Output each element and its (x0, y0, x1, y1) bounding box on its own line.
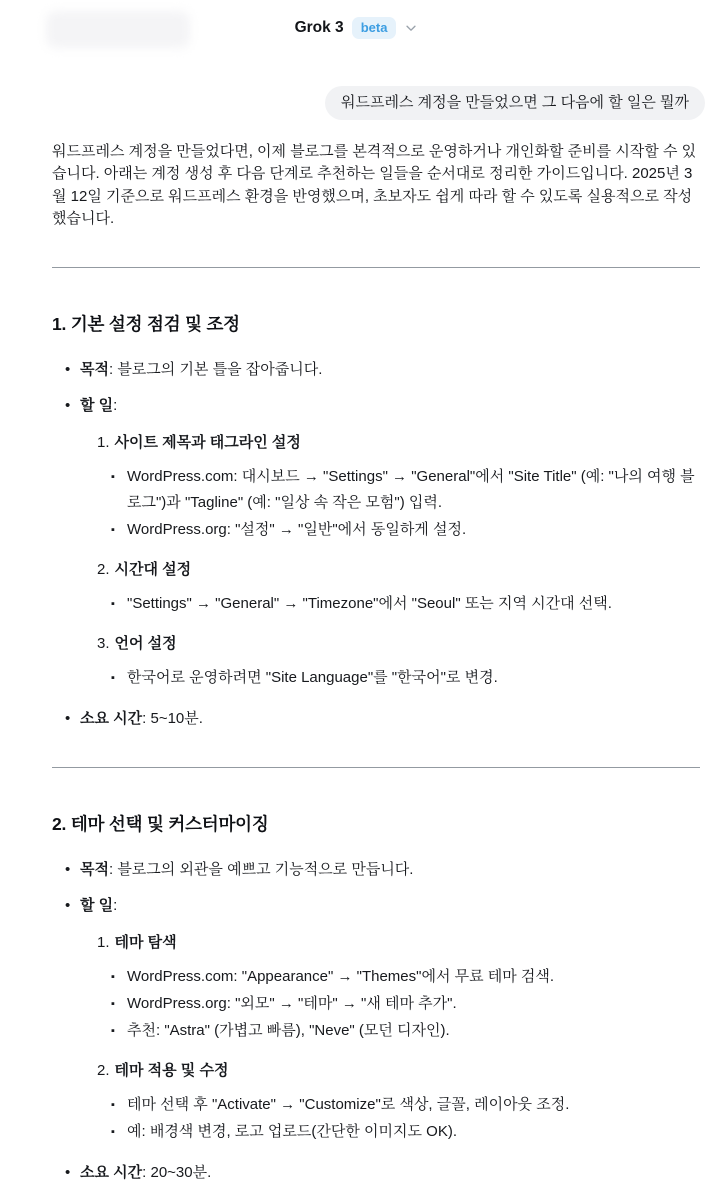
todo-step-title: 사이트 제목과 태그라인 설정 (114, 433, 301, 451)
todo-item (80, 893, 700, 1145)
model-name: Grok 3 (294, 19, 344, 36)
todo-substeps (97, 464, 700, 543)
todo-label-colon: : (113, 396, 118, 414)
substep: ▪ 테마 선택 후 "Activate" → "Customize"로 색상, 글꼴, 레이아웃 조정. (127, 1092, 700, 1118)
chevron-down-icon (404, 21, 418, 35)
assistant-response (0, 141, 713, 1185)
duration-text: : 20~30분. (142, 1163, 212, 1181)
todo-substeps (97, 1092, 700, 1145)
section-title: 1. 기본 설정 점검 및 조정 (52, 313, 240, 334)
todo-step-number: 1. (97, 433, 110, 451)
section-title: 2. 테마 선택 및 커스터마이징 (52, 813, 269, 834)
todo-step (97, 431, 700, 543)
section-divider (52, 267, 700, 268)
substep: ▪ WordPress.org: "외모" → "테마" → "새 테마 추가". (127, 991, 700, 1017)
todo-label: 할 일 (80, 396, 114, 414)
todo-list (80, 931, 700, 1145)
todo-step (97, 558, 700, 617)
model-selector[interactable] (295, 17, 419, 39)
todo-step-title: 테마 탐색 (114, 933, 177, 951)
duration-label: 소요 시간 (80, 709, 143, 727)
chat-header (0, 0, 713, 56)
todo-step (97, 931, 700, 1044)
section (52, 811, 700, 1185)
purpose-label: 목적 (80, 360, 109, 378)
duration-item (80, 706, 700, 731)
todo-list (80, 431, 700, 691)
purpose-item (80, 857, 700, 882)
todo-step (97, 1059, 700, 1145)
todo-label: 할 일 (80, 896, 114, 914)
todo-step-number: 2. (97, 1061, 110, 1079)
todo-step-number: 3. (97, 634, 110, 652)
section (52, 311, 700, 731)
intro-paragraph: 워드프레스 계정을 만들었다면, 이제 블로그를 본격적으로 운영하거나 개인화할 준비를 시작할 수 있습니다. 아래는 계정 생성 후 다음 단계로 추천하는 일들을 순서대로 정리한 가이드입니다. 2025년 3월 12일 기준으로 워드프레스 환경을 반영했으며, 초보자도 쉽게 따라 할 수 있도록 실용적으로 작성했습니다. (52, 143, 697, 228)
user-message-bubble: 워드프레스 계정을 만들었으면 그 다음에 할 일은 뭘까 (325, 86, 705, 120)
substep: ▪ 한국어로 운영하려면 "Site Language"를 "한국어"로 변경. (127, 665, 700, 691)
purpose-text: : 블로그의 기본 틀을 잡아줍니다. (108, 360, 323, 378)
section-bullet-list (52, 857, 700, 1185)
duration-label: 소요 시간 (80, 1163, 143, 1181)
purpose-label: 목적 (80, 860, 109, 878)
todo-substeps (97, 591, 700, 617)
user-message-row (0, 56, 713, 120)
substep: ▪ 예: 배경색 변경, 로고 업로드(간단한 이미지도 OK). (127, 1119, 700, 1145)
beta-badge: beta (352, 17, 397, 39)
substep: ▪ WordPress.com: "Appearance" → "Themes"에서 무료 테마 검색. (127, 964, 700, 990)
substep: ▪ WordPress.org: "설정" → "일반"에서 동일하게 설정. (127, 517, 700, 543)
substep: ▪ "Settings" → "General" → "Timezone"에서 "Seoul" 또는 지역 시간대 선택. (127, 591, 700, 617)
duration-item (80, 1160, 700, 1185)
section-bullet-list (52, 357, 700, 731)
purpose-text: : 블로그의 외관을 예쁘고 기능적으로 만듭니다. (108, 860, 414, 878)
todo-step-title: 테마 적용 및 수정 (114, 1061, 229, 1079)
todo-item (80, 393, 700, 691)
todo-step-number: 2. (97, 560, 110, 578)
todo-label-colon: : (113, 896, 118, 914)
todo-substeps (97, 665, 700, 691)
todo-step-title: 언어 설정 (114, 634, 177, 652)
blurred-logo (46, 11, 190, 48)
substep: ▪ 추천: "Astra" (가볍고 빠름), "Neve" (모던 디자인). (127, 1018, 700, 1044)
todo-substeps (97, 964, 700, 1044)
todo-step-title: 시간대 설정 (114, 560, 192, 578)
purpose-item (80, 357, 700, 382)
todo-step (97, 632, 700, 691)
section-divider (52, 767, 700, 768)
duration-text: : 5~10분. (142, 709, 203, 727)
substep: ▪ WordPress.com: 대시보드 → "Settings" → "General"에서 "Site Title" (예: "나의 여행 블로그")과 "Tagline" (예: "일상 속 작은 모험") 입력. (127, 464, 700, 516)
todo-step-number: 1. (97, 933, 110, 951)
